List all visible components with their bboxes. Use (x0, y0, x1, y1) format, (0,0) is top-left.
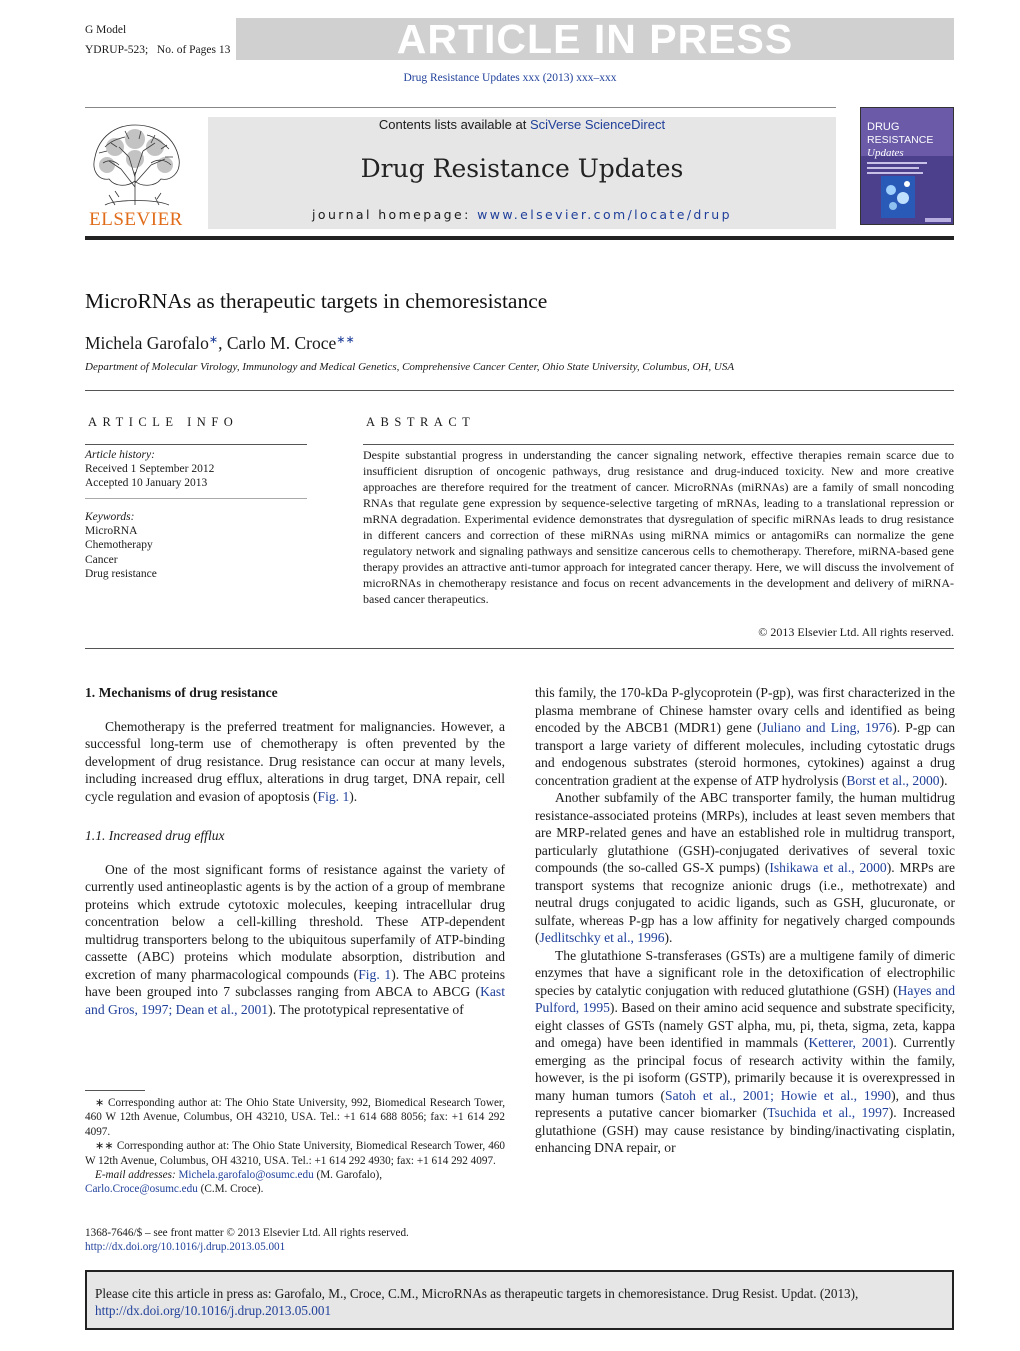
paragraph-text: One of the most significant forms of resistance against the variety of currently used antineoplastic agents is by the action of a group of membrane proteins which extrude cytotoxic molecules, keeping intracellular drug concentration below a cell-killing threshold. These ATP-dependent multidrug transporters belong to the ubiquitous superfamily of ATP-binding cassette (ABC) proteins which modulate absorption, distribution and excretion of many pharmacological compounds ( (85, 861, 505, 982)
article-history (85, 448, 214, 491)
email-link-croce[interactable]: Carlo.Croce@osumc.edu (85, 1183, 198, 1196)
journal-homepage-line (208, 207, 836, 222)
corresponding-author-marker-2[interactable]: ∗∗ (336, 334, 355, 346)
paragraph-text: ), and thus represents a putative cancer biomarker ( (535, 1087, 956, 1120)
paragraph (85, 861, 505, 1019)
author-garofalo[interactable]: Michela Garofalo (85, 333, 209, 353)
contents-prefix: Contents lists available at (378, 117, 530, 132)
cover-title-line1: DRUG (867, 121, 900, 133)
keywords-block (85, 510, 157, 581)
body-right-column (535, 684, 955, 1157)
footnote-rule (85, 1090, 145, 1091)
citation-link[interactable]: Juliano and Ling, 1976 (761, 720, 893, 735)
paragraph-text: ). Based on their amino acid sequence and substrate specificity, eight classes of GSTs (namely GST alpha, mu, pi, theta, sigma, zeta, kappa and omega) have been identified in mammals ( (535, 1000, 955, 1050)
journal-citation-link[interactable]: Drug Resistance Updates xxx (2013) xxx–xxx (403, 72, 617, 84)
paragraph-text: ). The ABC proteins have been grouped into 7 subclasses ranging from ABCA to ABCG ( (85, 966, 505, 999)
corresponding-author-marker-1[interactable]: ∗ (208, 334, 219, 346)
paragraph (535, 947, 955, 1157)
elsevier-tree-icon (85, 117, 187, 229)
abstract-rule (363, 444, 954, 445)
model-label: G Model (85, 24, 127, 36)
citation-link[interactable]: Ishikawa et al., 2000 (769, 860, 887, 875)
paragraph (535, 684, 955, 789)
author-list (85, 328, 355, 355)
author-separator: , (218, 333, 227, 353)
paragraph-text: ). The prototypical representative of (268, 1001, 464, 1017)
front-matter (85, 1226, 409, 1255)
history-label: Article history: (85, 449, 155, 461)
article-in-press-banner: ARTICLE IN PRESS (236, 18, 954, 60)
elsevier-wordmark: ELSEVIER (89, 209, 183, 229)
manuscript-id: YDRUP-523; (85, 44, 149, 56)
cite-this-article-box (85, 1270, 954, 1330)
keyword-item: Cancer (85, 553, 118, 566)
header-rule (85, 107, 836, 108)
keyword-item: MicroRNA (85, 525, 138, 538)
figure-reference[interactable]: Fig. 1 (358, 966, 392, 982)
header-thick-rule (85, 236, 954, 240)
paragraph (85, 718, 505, 806)
journal-homepage-link[interactable]: www.elsevier.com/locate/drup (477, 207, 732, 222)
abstract-copyright: © 2013 Elsevier Ltd. All rights reserved. (758, 625, 954, 639)
citation-link[interactable]: Ketterer, 2001 (808, 1035, 890, 1050)
contents-line (208, 117, 836, 133)
article-title: MicroRNAs as therapeutic targets in chemoresistance (85, 289, 548, 313)
affiliation-rule (85, 390, 954, 391)
journal-cover-thumbnail[interactable] (860, 107, 954, 225)
subsection-heading: 1.1. Increased drug efflux (85, 828, 225, 843)
cover-image-icon (861, 108, 954, 225)
homepage-prefix: journal homepage: (312, 207, 478, 222)
abstract-text: Despite substantial progress in understanding the cancer signaling network, effective therapies remain scarce due to insufficient disruption of oncogenic pathways, drug resistance and drug-induced toxicity. New and more creative approaches are therefore required for the treatment of cancer. MicroRNAs (miRNAs) are a family of small noncoding RNAs that regulate gene expression by sequence-selective targeting of mRNAs, leading to a translational repression or mRNA degradation. Experimental evidence demonstrates that dysregulation of specific miRNAs leads to drug resistance in different cancers and correction of these miRNAs using miRNA mimics or antagomiRs can normalize the gene regulatory network and signaling pathways and sensitize cancerous cells to chemotherapy. Therefore, miRNA-based gene therapy provides an attractive anti-tumor approach for integrated cancer therapy. Here, we will discuss the involvement of microRNAs in chemotherapy resistance and focus on recent advancements in the development and delivery of miRNA-based cancer therapeutics. (363, 448, 954, 606)
body-left-column (85, 684, 505, 1018)
elsevier-logo[interactable] (85, 117, 187, 229)
footnotes (85, 1096, 505, 1197)
citation-link[interactable]: Kast and Gros, 1997; Dean et al., 2001 (85, 984, 505, 1017)
paragraph (535, 789, 955, 947)
email-owner: (M. Garofalo), (313, 1169, 383, 1182)
footnote-emails-cont (85, 1182, 505, 1196)
page-count: No. of Pages 13 (156, 44, 231, 56)
model-info (85, 20, 230, 60)
keywords-label: Keywords: (85, 511, 135, 523)
email-link-garofalo[interactable]: Michela.garofalo@osumc.edu (178, 1169, 314, 1182)
citation-link[interactable]: Satoh et al., 2001; Howie et al., 1990 (665, 1087, 892, 1103)
paragraph-text: The glutathione S-transferases (GSTs) are a multigene family of dimeric enzymes that have a significant role in the detoxification of electrophilic species by catalytic conjugation with reduced glutathione (GSH) ( (535, 947, 955, 998)
email-label: E-mail addresses: (95, 1169, 179, 1182)
cite-text: Please cite this article in press as: Garofalo, M., Croce, C.M., MicroRNAs as therapeutic targets in chemoresistance. Drug Resist. Updat. (2013), (95, 1286, 859, 1301)
paragraph-text: ). Currently emerging as the principal focus of research activity within the family, however, is the pi isoform (GSTP), primarily because it is overexpressed in many human tumors ( (535, 1035, 955, 1103)
cover-title-line3: Updates (867, 147, 904, 159)
cite-doi-link[interactable]: http://dx.doi.org/10.1016/j.drup.2013.05.001 (95, 1303, 332, 1318)
footnote-corresponding-2: ∗∗ Corresponding author at: The Ohio State University, Biomedical Research Tower, 460 W 12th Avenue, Columbus, OH 43210, USA. Tel.: +1 614 292 4930; fax: +1 614 292 4097. (85, 1140, 505, 1167)
footnote-corresponding-1: ∗ Corresponding author at: The Ohio State University, 992, Biomedical Research Tower, 460 W 12th Avenue, Columbus, OH 43210, USA. Tel.: +1 614 688 8056; fax: +1 614 292 4097. (85, 1097, 505, 1138)
paragraph-text: Chemotherapy is the preferred treatment for malignancies. However, a successful long-term use of chemotherapy is often prevented by the development of drug resistance. Drug resistance can occur at many levels, including increased drug efflux, alterations in drug target, DNA repair, cell cycle regulation and evasion of apoptosis ( (85, 718, 505, 804)
footnote-emails (85, 1168, 505, 1182)
journal-header-box (208, 117, 836, 229)
email-owner: (C.M. Croce). (197, 1183, 264, 1196)
paragraph-text: ). (349, 788, 358, 804)
figure-reference[interactable]: Fig. 1 (317, 788, 350, 804)
article-info-rule (85, 444, 307, 445)
abstract-heading: ABSTRACT (366, 415, 476, 429)
journal-title: Drug Resistance Updates (360, 154, 684, 183)
paragraph-text: Another subfamily of the ABC transporter family, the human multidrug resistance-associated proteins (MRPs), includes at least seven members that are MRP-related genes and have an established role in multidrug transport, particularly glutathione (GSH)-conjugated derivatives of several toxic compounds (the so-called GS-X pumps) ( (535, 790, 955, 875)
sciencedirect-link[interactable]: SciVerse ScienceDirect (529, 117, 666, 132)
citation-link[interactable]: Hayes and Pulford, 1995 (535, 982, 955, 1015)
accepted-date: Accepted 10 January 2013 (85, 477, 208, 490)
keywords-rule (85, 498, 307, 499)
paragraph-text: ). P-gp can transport a large variety of different molecules, including cytostatic drugs and endogenous substrates (steroid hormones, cytokines) against a drug concentration gradient at the expense of ATP hydrolysis ( (535, 720, 955, 788)
citation-link[interactable]: Borst et al., 2000 (846, 772, 940, 788)
author-croce[interactable]: Carlo M. Croce (226, 333, 337, 353)
cover-title-line2: RESISTANCE (867, 134, 934, 146)
paragraph-text: ). (939, 772, 948, 788)
citation-link[interactable]: Jedlitschky et al., 1996 (539, 930, 665, 945)
keyword-item: Chemotherapy (85, 539, 153, 552)
paragraph-text: ). Increased glutathione (GSH) may cause resistance by binding/inactivating cisplatin, enhancing DNA repair, or (535, 1105, 956, 1155)
affiliation: Department of Molecular Virology, Immunology and Medical Genetics, Comprehensive Cancer Center, Ohio State University, Columbus, OH, USA (85, 361, 735, 373)
keyword-item: Drug resistance (85, 567, 157, 580)
paragraph-text: ). MRPs are transport systems that recognize anionic drugs (i.e., methotrexate) and neutral drugs conjugated to acidic ligands, such as GSH, glucuronate, or sulfate, whereas P-gp has a low affinity for negatively charged compounds ( (535, 860, 956, 945)
received-date: Received 1 September 2012 (85, 463, 215, 476)
paragraph-text: this family, the 170-kDa P-glycoprotein (P-gp), was first characterized in the plasma membrane of Chinese hamster ovary cells and identified as being encoded by the ABCB1 (MDR1) gene ( (535, 685, 955, 735)
abstract-bottom-rule (85, 648, 954, 649)
article-info-heading: ARTICLE INFO (88, 415, 239, 429)
citation-link[interactable]: Tsuchida et al., 1997 (767, 1105, 889, 1120)
doi-link[interactable]: http://dx.doi.org/10.1016/j.drup.2013.05.001 (85, 1241, 286, 1254)
section-heading: 1. Mechanisms of drug resistance (85, 685, 278, 700)
issn-line: 1368-7646/$ – see front matter © 2013 Elsevier Ltd. All rights reserved. (85, 1227, 409, 1239)
paragraph-text: ). (664, 930, 673, 945)
